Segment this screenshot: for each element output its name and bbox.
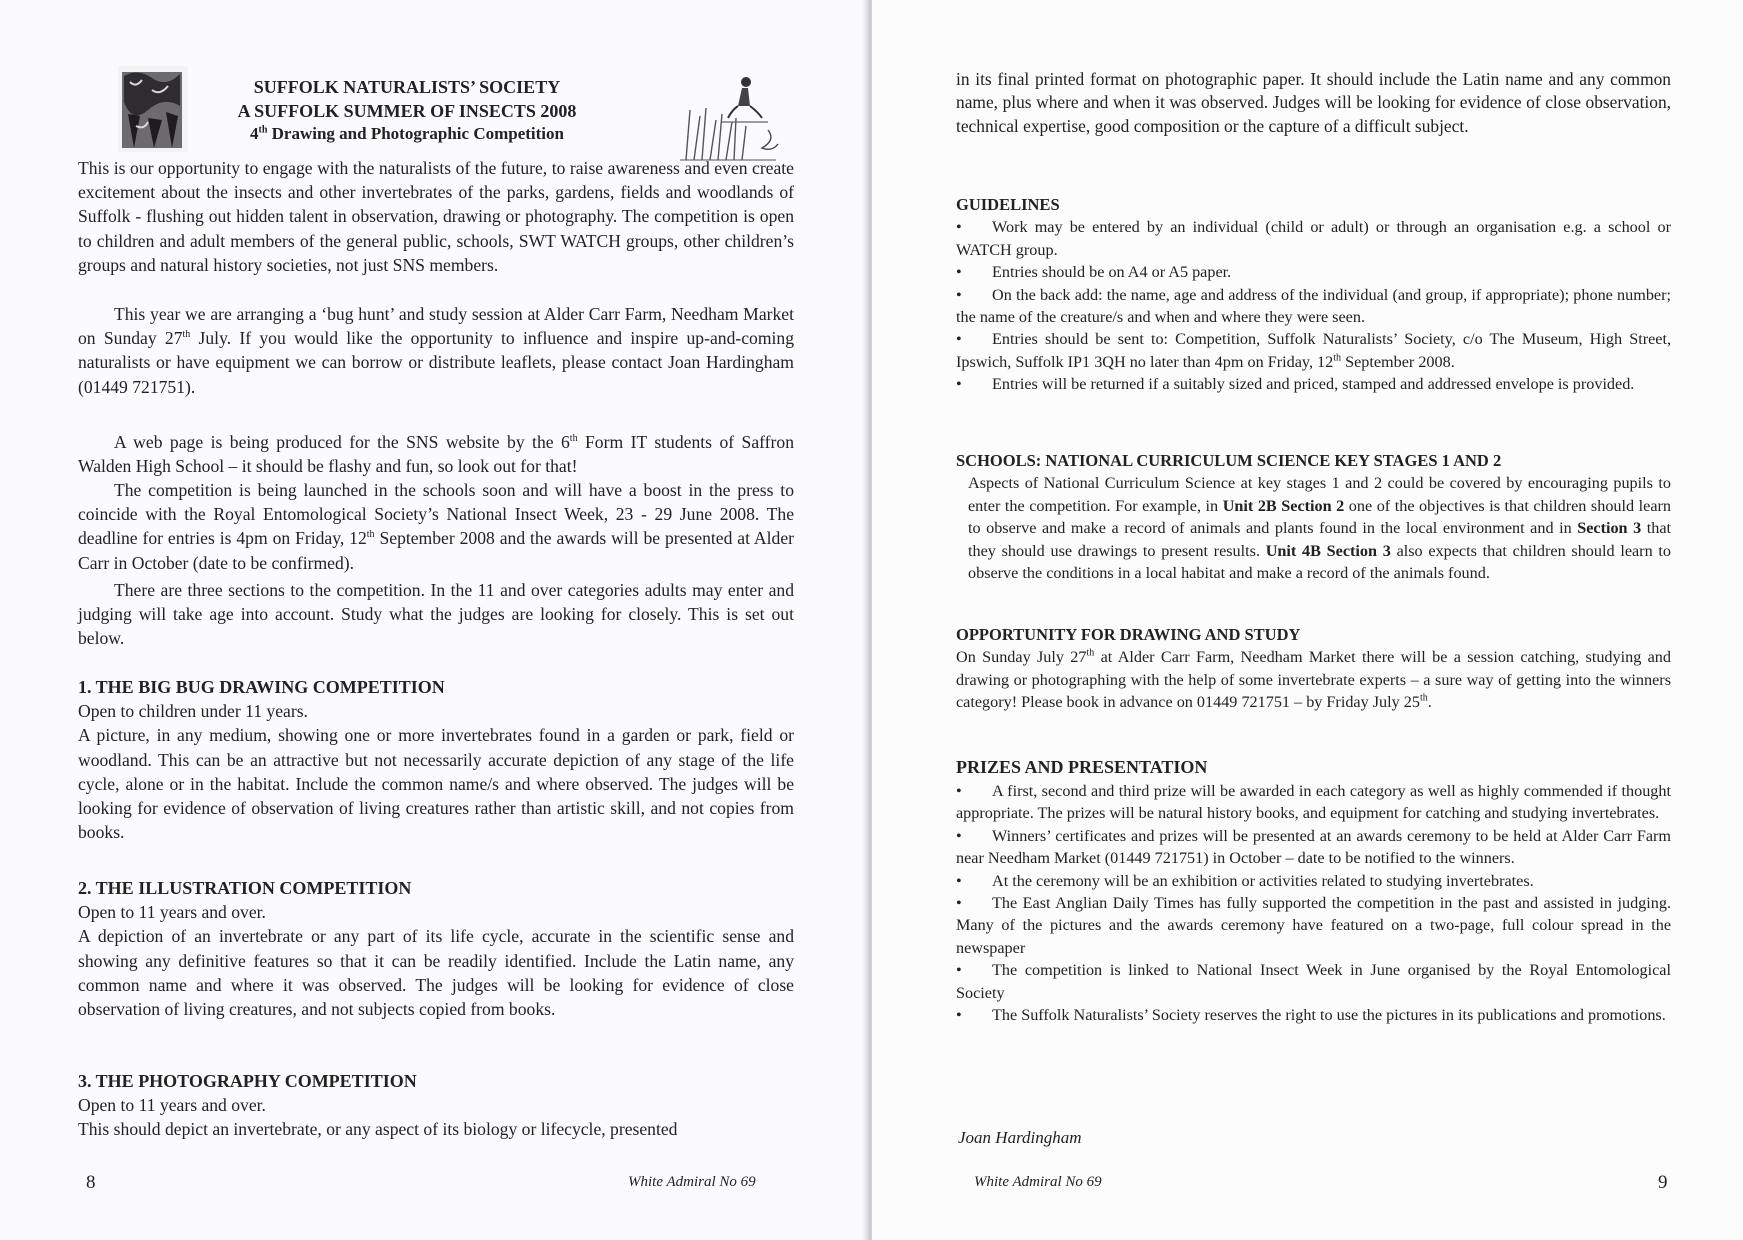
guideline-item: • Entries should be sent to: Competition, Suffolk Naturalists’ Society, c/o The Museum, High Street, Ipswich, Suffolk IP1 3QH no later than 4pm on Friday, 12th September 2008. xyxy=(956,330,1671,371)
guidelines-heading: GUIDELINES xyxy=(956,195,1060,214)
prize-item: • The East Anglian Daily Times has fully supported the competition in the past and assisted in judging. Many of the pictures and the awards ceremony have featured on a two-page, full colour spread in the newspaper xyxy=(956,894,1671,957)
guideline-item: • Entries will be returned if a suitably sized and priced, stamped and addressed envelope is provided. xyxy=(956,375,1635,394)
section-body: A depiction of an invertebrate or any part of its life cycle, accurate in the scientific sense and showing any definitive features so that it can be readily identified. Include the Latin name, any common name and where it was observed. The judges will be looking for evidence of close observation of living creatures, and not subjects copied from books. xyxy=(78,926,794,1020)
opportunity-heading: OPPORTUNITY FOR DRAWING AND STUDY xyxy=(956,625,1301,644)
sections-paragraph: There are three sections to the competition. In the 11 and over categories adults may enter and judging will take age into account. Study what the judges are looking for closely. This is set out below. xyxy=(78,580,794,649)
page-number: 9 xyxy=(1658,1172,1668,1193)
section-heading: 2. THE ILLUSTRATION COMPETITION xyxy=(78,878,412,898)
photography-continuation: in its final printed format on photographic paper. It should include the Latin name and any common name, plus where and when it was observed. Judges will be looking for evidence of close observation, technical expertise, good composition or the capture of a difficult subject. xyxy=(956,69,1671,136)
magazine-footer: White Admiral No 69 xyxy=(974,1174,1102,1190)
woodcut-naturalist-illustration xyxy=(676,70,786,162)
right-page xyxy=(872,0,1743,1240)
event-title: A SUFFOLK SUMMER OF INSECTS 2008 xyxy=(237,101,577,121)
bug-hunt-paragraph: This year we are arranging a ‘bug hunt’ and study session at Alder Carr Farm, Needham Market on Sunday 27th July. If you would like the opportunity to influence and inspire up-and-coming naturalists or have equipment we can borrow or distribute leaflets, please contact Joan Hardingham (01449 721751). xyxy=(78,304,794,397)
intro-paragraph: This is our opportunity to engage with the naturalists of the future, to raise awareness and even create excitement about the insects and other invertebrates of the parks, gardens, fields and woodlands of Suffolk - flushing out hidden talent in observation, drawing or photography. The competition is open to children and adult members of the general public, schools, SWT WATCH groups, other children’s groups and natural history societies, not just SNS members. xyxy=(78,158,794,275)
magazine-footer: White Admiral No 69 xyxy=(628,1174,756,1190)
left-page xyxy=(0,0,868,1240)
prize-item: • At the ceremony will be an exhibition or activities related to studying invertebrates. xyxy=(956,871,1534,890)
prizes-list xyxy=(956,780,1671,1026)
section-heading: 1. THE BIG BUG DRAWING COMPETITION xyxy=(78,677,445,697)
page-number: 8 xyxy=(86,1172,96,1193)
guidelines-list xyxy=(956,216,1671,395)
society-title: SUFFOLK NATURALISTS’ SOCIETY xyxy=(253,77,561,97)
opportunity-body: On Sunday July 27th at Alder Carr Farm, Needham Market there will be a session catching, studying and drawing or photographing with the help of some invertebrate experts – a sure way of getting into the winners category! Please book in advance on 01449 721751 – by Friday July 25th. xyxy=(956,648,1671,712)
article-header xyxy=(78,62,794,158)
schools-section xyxy=(956,450,1671,584)
web-page-paragraph: A web page is being produced for the SNS website by the 6th Form IT students of Saffron Walden High School – it should be flashy and fun, so look out for that! xyxy=(78,432,794,477)
guideline-item: • Work may be entered by an individual (child or adult) or through an organisation e.g. a school or WATCH group. xyxy=(956,218,1671,259)
prize-item: • A first, second and third prize will be awarded in each category as well as highly commended if thought appropriate. The prizes will be natural history books, and equipment for catching and studying invertebrates. xyxy=(956,782,1671,823)
section-photography xyxy=(78,1069,794,1142)
guideline-item: • On the back add: the name, age and address of the individual (and group, if appropriate); phone number; the name of the creature/s and when and where they were seen. xyxy=(956,285,1671,327)
prizes-heading: PRIZES AND PRESENTATION xyxy=(956,757,1208,777)
section-body: A picture, in any medium, showing one or more invertebrates found in a garden or park, field or woodland. This can be an attractive but not necessarily accurate depiction of any stage of the life cycle, alone or in the habitat. Include the common name/s and where observed. The judges will be looking for evidence of observation of living creatures rather than artistic skill, and not copies from books. xyxy=(78,725,794,843)
author-signature: Joan Hardingham xyxy=(958,1128,1082,1147)
section-eligibility: Open to children under 11 years. xyxy=(78,701,308,722)
section-eligibility: Open to 11 years and over. xyxy=(78,1095,266,1116)
schools-heading: SCHOOLS: NATIONAL CURRICULUM SCIENCE KEY STAGES 1 AND 2 xyxy=(956,451,1502,470)
prize-item: • The competition is linked to National Insect Week in June organised by the Royal Entomological Society xyxy=(956,961,1671,1002)
section-big-bug xyxy=(78,675,794,844)
schools-body: Aspects of National Curriculum Science at key stages 1 and 2 could be covered by encouraging pupils to enter the competition. For example, in Unit 2B Section 2 one of the objectives is that children should learn to observe and make a record of animals and plants found in the local environment and in Section 3 that they should use drawings to present results. Unit 4B Section 3 also expects that children should learn to observe the conditions in a local habitat and make a record of the animals found. xyxy=(968,474,1671,583)
prize-item: • The Suffolk Naturalists’ Society reserves the right to use the pictures in its publications and promotions. xyxy=(956,1006,1666,1025)
opportunity-section xyxy=(956,624,1671,714)
guideline-item: • Entries should be on A4 or A5 paper. xyxy=(956,263,1232,282)
competition-subtitle: 4th Drawing and Photographic Competition xyxy=(250,124,564,143)
prize-item: • Winners’ certificates and prizes will be presented at an awards ceremony to be held at Alder Carr Farm near Needham Market (01449 721751) in October – date to be notified to the winners. xyxy=(956,826,1671,868)
section-illustration xyxy=(78,876,794,1021)
guidelines-section xyxy=(956,194,1671,396)
launch-paragraph: The competition is being launched in the schools soon and will have a boost in the press to coincide with the Royal Entomological Society’s National Insect Week, 23 - 29 June 2008. The deadline for entries is 4pm on Friday, 12th September 2008 and the awards will be presented at Alder Carr in October (date to be confirmed). xyxy=(78,480,794,573)
prizes-section xyxy=(956,754,1671,1026)
section-heading: 3. THE PHOTOGRAPHY COMPETITION xyxy=(78,1071,417,1091)
section-eligibility: Open to 11 years and over. xyxy=(78,902,266,923)
section-body: This should depict an invertebrate, or any aspect of its biology or lifecycle, presented xyxy=(78,1119,678,1140)
